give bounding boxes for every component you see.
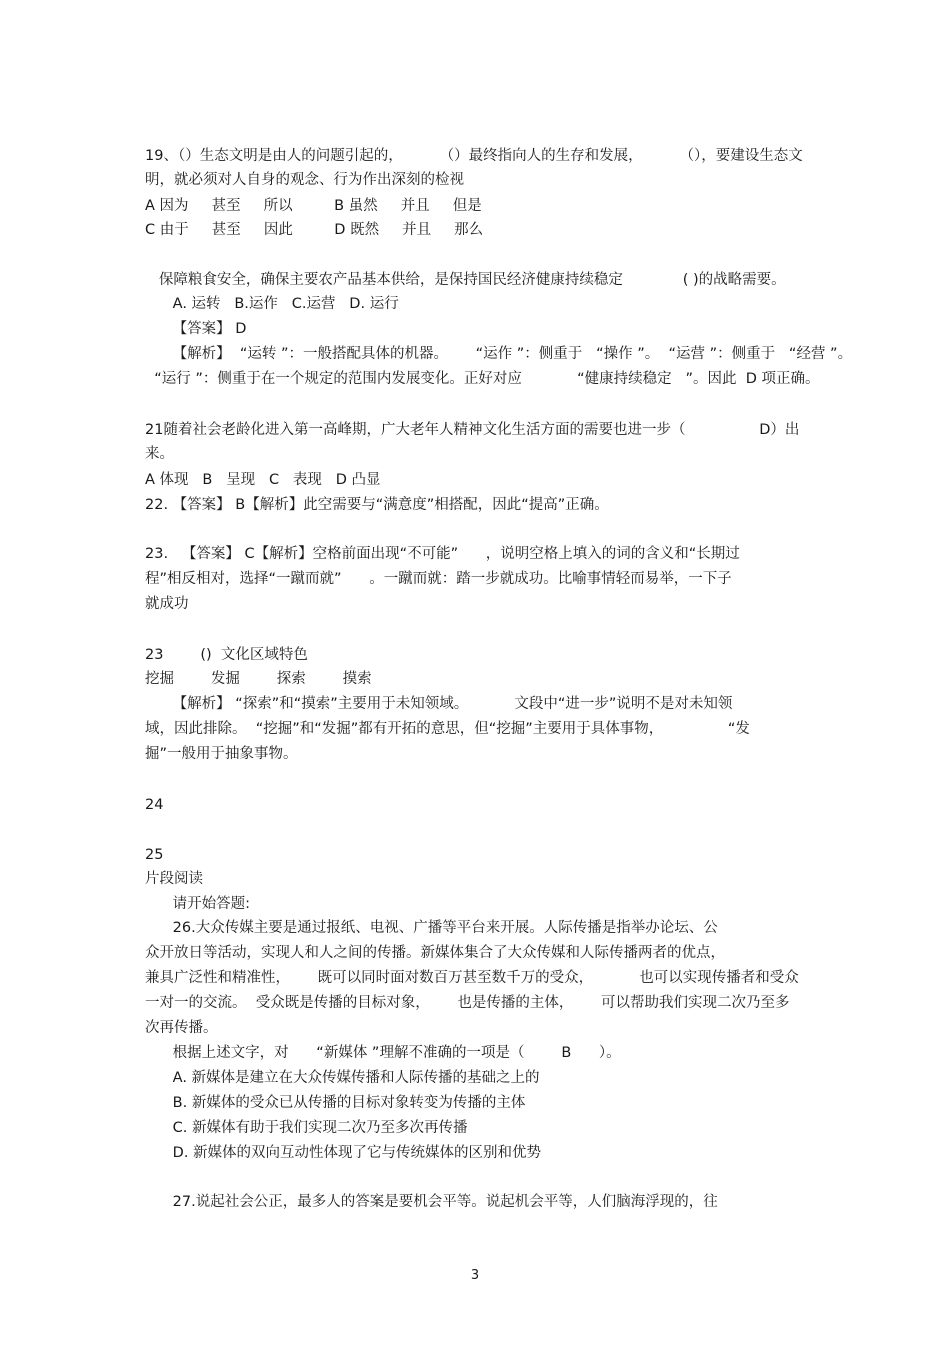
text-line: A. 新媒体是建立在大众传媒传播和人际传播的基础之上的	[145, 1070, 540, 1086]
text-line: 次再传播。	[145, 1020, 218, 1036]
text-line: 挖掘 发掘 探索 摸索	[145, 671, 372, 687]
text-line: 23. 【答案】 C【解析】空格前面出现“不可能” ，说明空格上填入的词的含义和“长期过	[145, 546, 740, 562]
text-line: 众开放日等活动，实现人和人之间的传播。新媒体集合了大众传媒和人际传播两者的优点，	[145, 945, 725, 961]
text-line: 24	[145, 797, 164, 813]
text-line: 25	[145, 847, 164, 863]
text-line: 就成功	[145, 596, 189, 612]
text-line: 21随着社会老龄化进入第一高峰期，广大老年人精神文化生活方面的需要也进一步（ D）出	[145, 422, 800, 438]
text-line: 明，就必须对人自身的观念、行为作出深刻的检视	[145, 172, 464, 188]
page-number: 3	[470, 1268, 480, 1283]
text-line: 程”相反相对，选择“一蹴而就” 。一蹴而就：踏一步就成功。比喻事情轻而易举，一下子	[145, 571, 732, 587]
text-line: A. 运转 B.运作 C.运营 D. 运行	[145, 296, 399, 312]
text-line: 来。	[145, 446, 174, 462]
text-line: 一对一的交流。 受众既是传播的目标对象， 也是传播的主体， 可以帮助我们实现二次乃至多	[145, 995, 790, 1011]
text-line: 【解析】 “运转 ”：一般搭配具体的机器。 “运作 ”：侧重于 “操作 ”。 “运营 ”：侧重于 “经营 ”。	[145, 346, 853, 362]
text-line: A 因为 甚至 所以 B 虽然 并且 但是	[145, 198, 482, 214]
text-line: 保障粮食安全，确保主要农产品基本供给，是保持国民经济健康持续稳定 ( )的战略需要。	[145, 272, 786, 288]
text-line: 26.大众传媒主要是通过报纸、电视、广播等平台来开展。人际传播是指举办论坛、公	[145, 920, 718, 936]
text-line: C 由于 甚至 因此 D 既然 并且 那么	[145, 222, 484, 238]
text-line: 片段阅读	[145, 871, 203, 887]
text-line: 请开始答题:	[145, 896, 251, 912]
text-line: 23 () 文化区域特色	[145, 647, 308, 663]
text-line: 22. 【答案】 B【解析】此空需要与“满意度”相搭配，因此“提高”正确。	[145, 497, 609, 513]
text-line: 根据上述文字，对 “新媒体 ”理解不准确的一项是（ B ）。	[145, 1045, 621, 1061]
text-line: D. 新媒体的双向互动性体现了它与传统媒体的区别和优势	[145, 1145, 542, 1161]
text-line: 27.说起社会公正，最多人的答案是要机会平等。说起机会平等，人们脑海浮现的，往	[145, 1194, 718, 1210]
text-line: B. 新媒体的受众已从传播的目标对象转变为传播的主体	[145, 1095, 526, 1111]
text-line: 19、（）生态文明是由人的问题引起的， （）最终指向人的生存和发展， （），要建设生态文	[145, 148, 803, 164]
text-line: 兼具广泛性和精准性， 既可以同时面对数百万甚至数千万的受众， 也可以实现传播者和受众	[145, 970, 799, 986]
text-line: 域，因此排除。 “挖掘”和“发掘”都有开拓的意思，但“挖掘”主要用于具体事物， “发	[145, 721, 750, 737]
text-line: C. 新媒体有助于我们实现二次乃至多次再传播	[145, 1120, 468, 1136]
text-line: 【答案】 D	[145, 321, 247, 337]
text-line: 掘”一般用于抽象事物。	[145, 746, 298, 762]
text-line: A 体现 B 呈现 C 表现 D 凸显	[145, 472, 381, 488]
text-line: “运行 ”：侧重于在一个规定的范围内发展变化。正好对应 “健康持续稳定 ”。因此 D 项正确。	[145, 371, 820, 387]
text-line: 【解析】 “探索”和“摸索”主要用于未知领域。 文段中“进一步”说明不是对未知领	[145, 696, 733, 712]
